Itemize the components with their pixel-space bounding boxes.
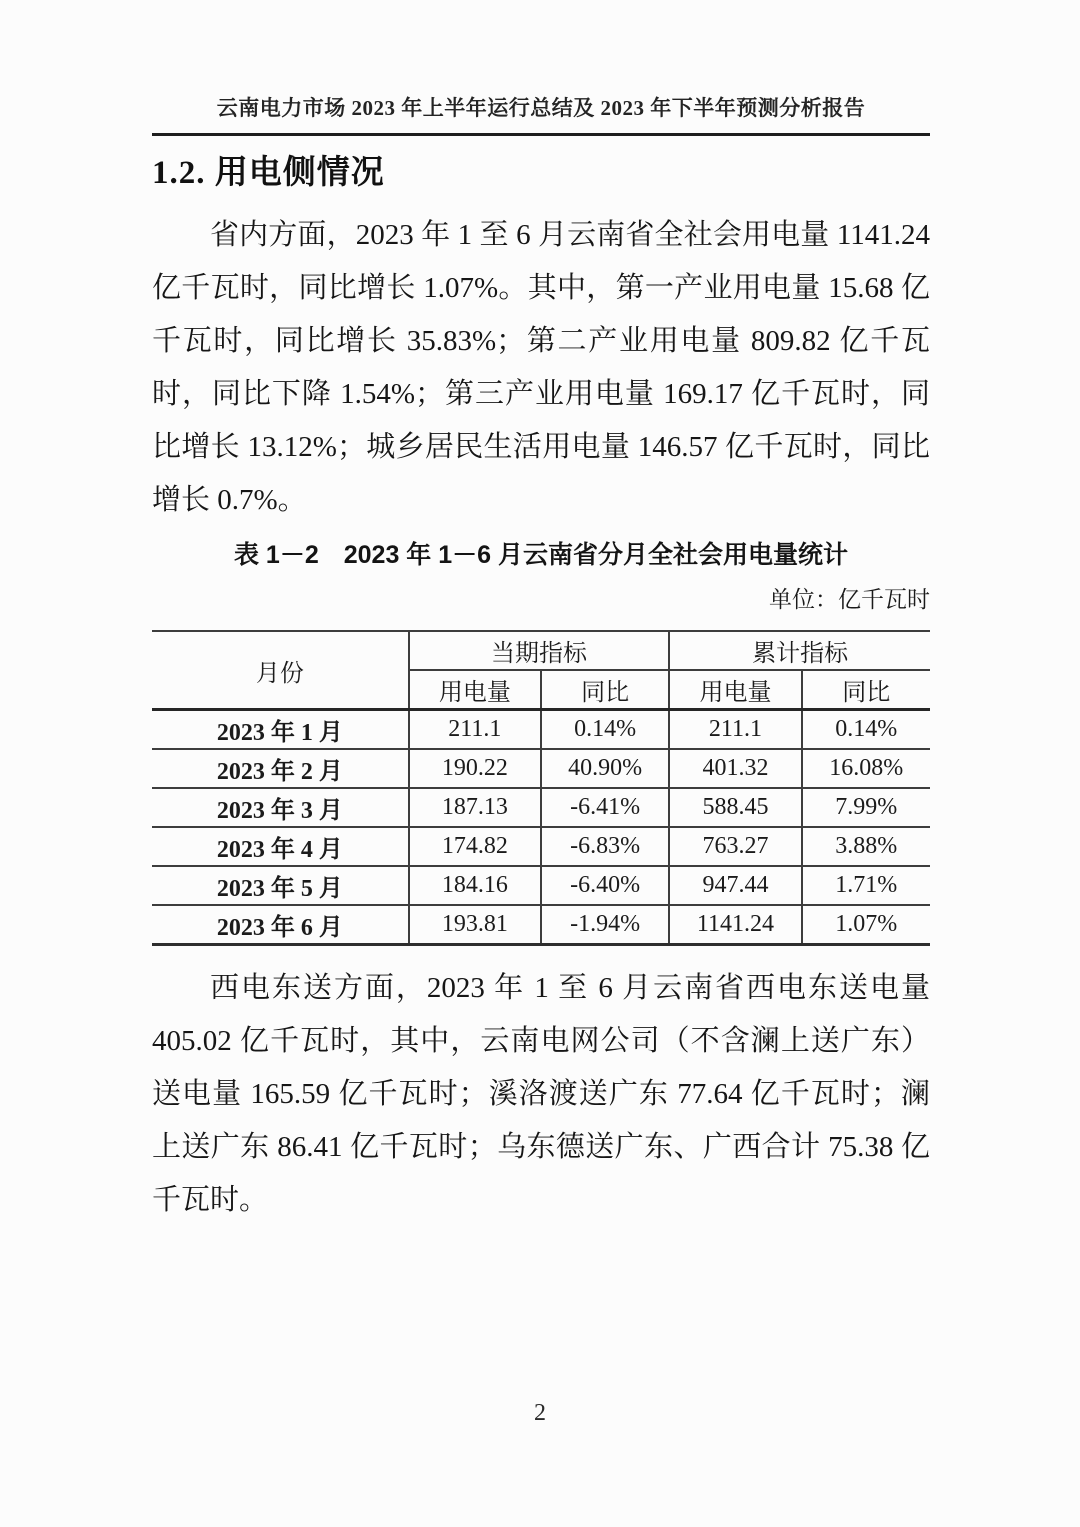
table-cell: 2023 年 1 月 <box>152 710 409 750</box>
table-cell: 2023 年 4 月 <box>152 827 409 866</box>
table-row <box>152 827 930 866</box>
running-header: 云南电力市场 2023 年上半年运行总结及 2023 年下半年预测分析报告 <box>216 96 866 120</box>
table-cell: 2023 年 6 月 <box>152 905 409 945</box>
table-cell: 2023 年 2 月 <box>152 749 409 788</box>
table-cell: 16.08% <box>802 749 930 788</box>
table-cell: 588.45 <box>669 788 801 827</box>
subheader-consumption-current: 用电量 <box>409 670 541 710</box>
paragraph-province-consumption: 省内方面，2023 年 1 至 6 月云南省全社会用电量 1141.24 亿千瓦时，同比增长 1.07%。其中，第一产业用电量 15.68 亿千瓦时，同比增长 35.83%；第二产业用电量 809.82 亿千瓦时，同比下降 1.54%；第三产业用电量 169.17 亿千瓦时，同比增长 13.12%；城乡居民生活用电量 146.57 亿千瓦时，同比增长 0.7%。 <box>152 219 930 516</box>
table-unit-note: 单位：亿千瓦时 <box>769 586 930 612</box>
table-cell: 174.82 <box>409 827 541 866</box>
table-cell: 211.1 <box>409 710 541 750</box>
table-row <box>152 749 930 788</box>
table-cell: 0.14% <box>802 710 930 750</box>
subheader-yoy-current: 同比 <box>541 670 669 710</box>
table-row <box>152 905 930 945</box>
table-cell: -6.40% <box>541 866 669 905</box>
table-row <box>152 866 930 905</box>
table-cell: 2023 年 5 月 <box>152 866 409 905</box>
table-cell: 211.1 <box>669 710 801 750</box>
subheader-consumption-cumulative: 用电量 <box>669 670 801 710</box>
table-row <box>152 788 930 827</box>
section-heading: 1.2. 用电侧情况 <box>152 155 385 191</box>
table-cell: 2023 年 3 月 <box>152 788 409 827</box>
header-rule <box>152 133 930 136</box>
table-header-group-row <box>152 631 930 670</box>
table-cell: 0.14% <box>541 710 669 750</box>
table-cell: 190.22 <box>409 749 541 788</box>
table-cell: 401.32 <box>669 749 801 788</box>
paragraph-west-east-transmission: 西电东送方面，2023 年 1 至 6 月云南省西电东送电量 405.02 亿千瓦时，其中，云南电网公司（不含澜上送广东）送电量 165.59 亿千瓦时；溪洛渡送广东 77.64 亿千瓦时；澜上送广东 86.41 亿千瓦时；乌东德送广东、广西合计 75.38 亿千瓦时。 <box>152 972 930 1216</box>
table-cell: 1141.24 <box>669 905 801 945</box>
header-group-cumulative: 累计指标 <box>669 631 930 670</box>
table-cell: 947.44 <box>669 866 801 905</box>
table-cell: 40.90% <box>541 749 669 788</box>
table-cell: 763.27 <box>669 827 801 866</box>
subheader-yoy-cumulative: 同比 <box>802 670 930 710</box>
header-group-current: 当期指标 <box>409 631 670 670</box>
table-cell: 187.13 <box>409 788 541 827</box>
table-cell: 1.71% <box>802 866 930 905</box>
table-cell: 1.07% <box>802 905 930 945</box>
table-cell: 7.99% <box>802 788 930 827</box>
table-cell: -1.94% <box>541 905 669 945</box>
page-number: 2 <box>534 1400 546 1426</box>
table-caption: 表 1－2 2023 年 1－6 月云南省分月全社会用电量统计 <box>233 541 848 569</box>
table-cell: -6.41% <box>541 788 669 827</box>
header-month: 月份 <box>152 631 409 710</box>
table-cell: -6.83% <box>541 827 669 866</box>
table-row <box>152 710 930 750</box>
monthly-consumption-table <box>152 630 930 946</box>
table-cell: 3.88% <box>802 827 930 866</box>
table-cell: 184.16 <box>409 866 541 905</box>
table-cell: 193.81 <box>409 905 541 945</box>
